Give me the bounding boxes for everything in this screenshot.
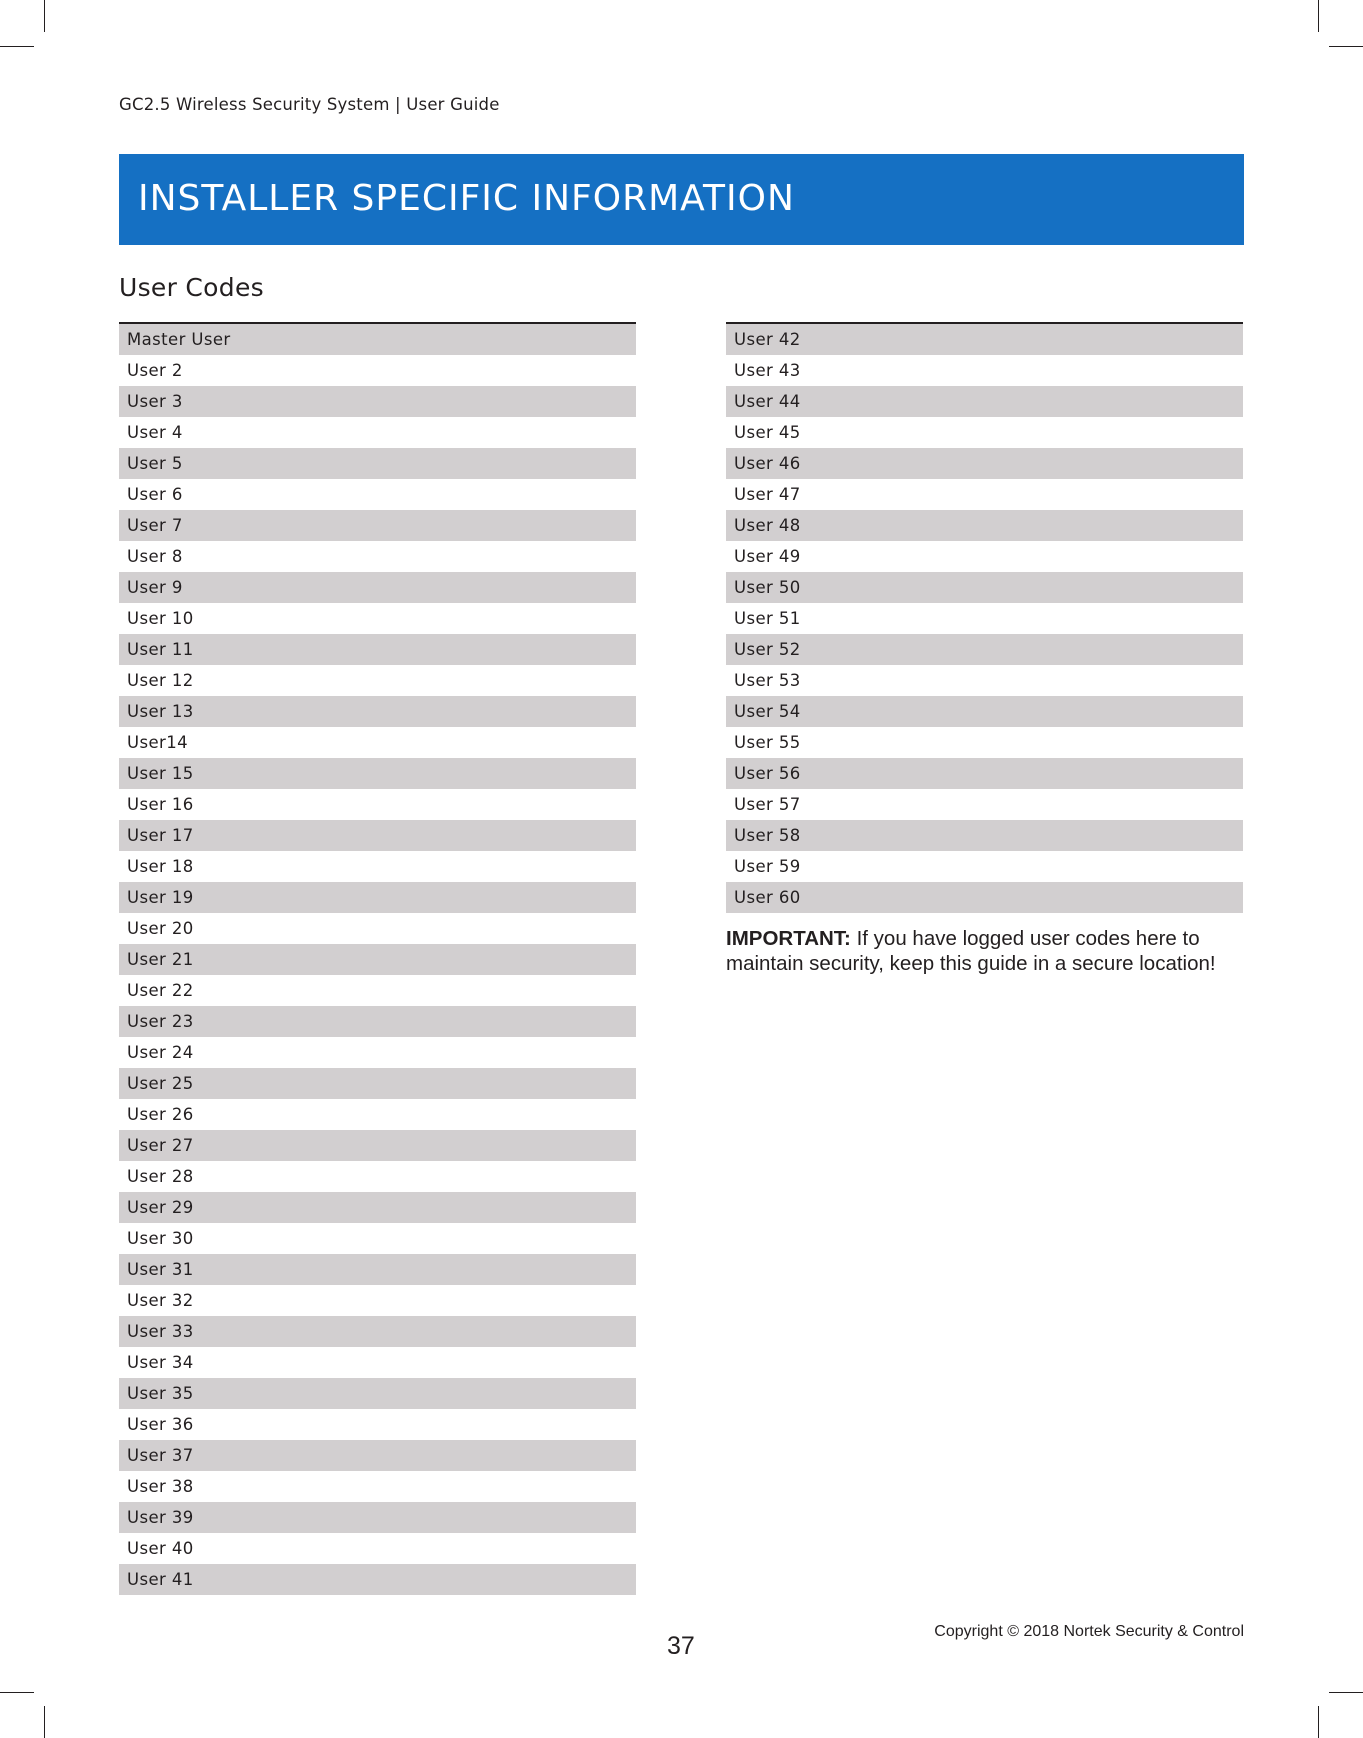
user-code-row: User 20 [127, 919, 194, 938]
crop-mark [0, 46, 34, 47]
crop-mark [44, 1706, 45, 1738]
user-code-row: User 5 [119, 448, 636, 479]
user-code-row: User 53 [734, 671, 801, 690]
crop-mark [1329, 1692, 1363, 1693]
user-code-row: User 58 [726, 820, 1243, 851]
user-codes-table-left [119, 322, 636, 1595]
user-code-row: User 41 [119, 1564, 636, 1595]
user-code-row: User 50 [726, 572, 1243, 603]
user-code-row: User 46 [726, 448, 1243, 479]
user-code-row: User 7 [119, 510, 636, 541]
user-code-row: User 26 [127, 1105, 194, 1124]
user-code-row: User 9 [119, 572, 636, 603]
important-label: IMPORTANT: [726, 927, 851, 950]
running-header: GC2.5 Wireless Security System | User Guide [119, 95, 500, 114]
user-code-row: User 59 [734, 857, 801, 876]
user-code-row: User 25 [119, 1068, 636, 1099]
user-code-row: User 27 [119, 1130, 636, 1161]
user-code-row: User 48 [726, 510, 1243, 541]
section-banner [119, 154, 1244, 245]
user-code-row: User 52 [726, 634, 1243, 665]
user-code-row: User 8 [127, 547, 183, 566]
crop-mark [1318, 1706, 1319, 1738]
user-code-row: User 56 [726, 758, 1243, 789]
user-code-row: User 34 [127, 1353, 194, 1372]
user-code-row: User 2 [127, 361, 183, 380]
user-code-row: User 10 [127, 609, 194, 628]
user-code-row: User 18 [127, 857, 194, 876]
user-code-row: User 12 [127, 671, 194, 690]
user-code-row: User 3 [119, 386, 636, 417]
user-code-row: User 11 [119, 634, 636, 665]
user-code-row: User 42 [726, 324, 1243, 355]
user-code-row: User 16 [127, 795, 194, 814]
user-code-row: User 15 [119, 758, 636, 789]
user-code-row: User 4 [127, 423, 183, 442]
section-title: User Codes [119, 273, 264, 302]
user-code-row: User 40 [127, 1539, 194, 1558]
crop-mark [1318, 0, 1319, 32]
user-code-row: User 17 [119, 820, 636, 851]
user-code-row: User 21 [119, 944, 636, 975]
user-code-row: User 32 [127, 1291, 194, 1310]
user-code-row: User 55 [734, 733, 801, 752]
user-code-row: User 6 [127, 485, 183, 504]
important-text: If you have logged user codes here to maintain security, keep this guide in a secure location! [726, 927, 1216, 975]
user-codes-table-right [726, 322, 1243, 913]
user-code-row: User 23 [119, 1006, 636, 1037]
user-code-row: User 33 [119, 1316, 636, 1347]
user-code-row: User 36 [127, 1415, 194, 1434]
user-code-row: User 22 [127, 981, 194, 1000]
user-code-row: User 31 [119, 1254, 636, 1285]
user-code-row: User 39 [119, 1502, 636, 1533]
user-code-row: User 29 [119, 1192, 636, 1223]
user-code-row: User 13 [119, 696, 636, 727]
user-code-row: User 60 [726, 882, 1243, 913]
banner-title: INSTALLER SPECIFIC INFORMATION [138, 178, 795, 219]
user-code-row: User 54 [726, 696, 1243, 727]
user-code-row: User 38 [127, 1477, 194, 1496]
user-code-row: User 45 [734, 423, 801, 442]
user-code-row: User 37 [119, 1440, 636, 1471]
user-code-row: User 49 [734, 547, 801, 566]
user-code-row: User 24 [127, 1043, 194, 1062]
important-note [726, 926, 1246, 976]
crop-mark [1329, 46, 1363, 47]
user-code-row: User 43 [734, 361, 801, 380]
copyright-notice: Copyright © 2018 Nortek Security & Control [934, 1623, 1244, 1640]
crop-mark [44, 0, 45, 32]
user-code-row: User14 [127, 733, 189, 752]
user-code-row: User 35 [119, 1378, 636, 1409]
user-code-row: Master User [119, 324, 636, 355]
user-code-row: User 28 [127, 1167, 194, 1186]
user-code-row: User 19 [119, 882, 636, 913]
page-number: 37 [667, 1632, 695, 1660]
user-code-row: User 30 [127, 1229, 194, 1248]
crop-mark [0, 1692, 34, 1693]
user-code-row: User 51 [734, 609, 801, 628]
user-code-row: User 44 [726, 386, 1243, 417]
user-code-row: User 57 [734, 795, 801, 814]
user-code-row: User 47 [734, 485, 801, 504]
